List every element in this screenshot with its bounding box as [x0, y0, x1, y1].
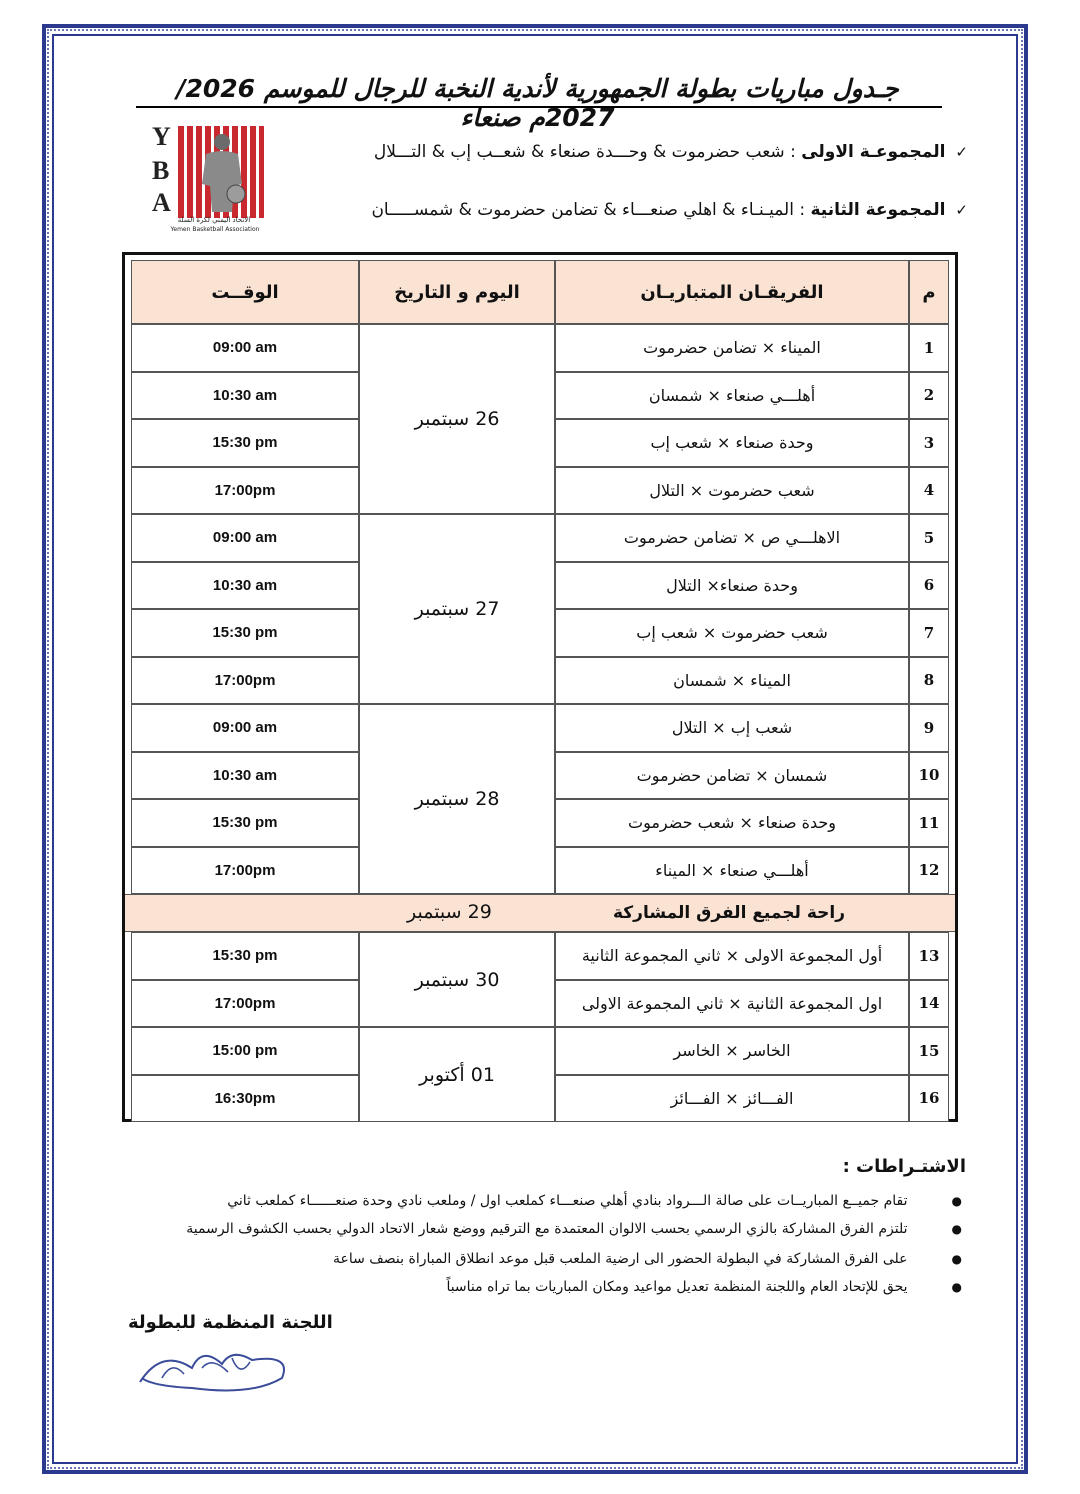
match-date: 27 سبتمبر	[359, 514, 555, 704]
match-time: 17:00pm	[131, 467, 359, 515]
row-number: 4	[909, 467, 949, 515]
match-teams: وحدة صنعاء × شعب إب	[555, 419, 909, 467]
rest-day-date: 29 سبتمبر	[407, 901, 492, 923]
condition-text: تلتزم الفرق المشاركة بالزي الرسمي بحسب الالوان المعتمدة مع الترقيم ووضع شعار الاتحاد الدولي بحسب الكشوف الرسمية	[186, 1221, 908, 1237]
row-number: 12	[909, 847, 949, 895]
row-number: 6	[909, 562, 949, 610]
row-number: 13	[909, 932, 949, 980]
row-number: 15	[909, 1027, 949, 1075]
row-number: 1	[909, 324, 949, 372]
match-time: 15:30 pm	[131, 609, 359, 657]
checkmark-icon: ✓	[955, 143, 968, 161]
match-teams: شمسان × تضامن حضرموت	[555, 752, 909, 800]
match-time: 15:30 pm	[131, 419, 359, 467]
row-number: 3	[909, 419, 949, 467]
match-time: 17:00pm	[131, 657, 359, 705]
header-teams: الفريقـان المتباريـان	[555, 260, 909, 324]
match-teams: اول المجموعة الثانية × ثاني المجموعة الاولى	[555, 980, 909, 1028]
checkmark-icon: ✓	[955, 201, 968, 219]
row-number: 10	[909, 752, 949, 800]
match-time: 09:00 am	[131, 324, 359, 372]
match-date: 30 سبتمبر	[359, 932, 555, 1027]
header-number: م	[909, 260, 949, 324]
condition-item	[186, 1221, 962, 1237]
match-time: 09:00 am	[131, 514, 359, 562]
condition-item	[446, 1279, 962, 1295]
condition-text: يحق للإتحاد العام واللجنة المنظمة تعديل مواعيد ومكان المباريات بما تراه مناسباً	[446, 1279, 908, 1295]
match-teams: أول المجموعة الاولى × ثاني المجموعة الثانية	[555, 932, 909, 980]
match-date: 28 سبتمبر	[359, 704, 555, 894]
condition-item	[333, 1251, 962, 1267]
match-time: 10:30 am	[131, 372, 359, 420]
row-number: 16	[909, 1075, 949, 1123]
group-two-line	[371, 200, 968, 220]
bullet-icon: ●	[951, 1194, 962, 1208]
logo-letter-b: B	[152, 156, 170, 185]
match-date: 01 أكتوبر	[359, 1027, 555, 1122]
group-one-name: المجموعـة الاولى	[801, 142, 946, 162]
group-two-teams: : الميـنـاء & اهلي صنعـــاء & تضامن حضرموت & شمســـــان	[371, 200, 806, 220]
conditions-title: الاشتـراطات :	[842, 1156, 966, 1177]
row-number: 8	[909, 657, 949, 705]
match-teams: شعب إب × التلال	[555, 704, 909, 752]
group-one-teams: : شعب حضرموت & وحـــدة صنعاء & شعــب إب & التـــلال	[373, 142, 796, 162]
yba-logo	[148, 122, 268, 234]
match-teams: أهلـــي صنعاء × شمسان	[555, 372, 909, 420]
match-time: 17:00pm	[131, 847, 359, 895]
match-time: 17:00pm	[131, 980, 359, 1028]
match-time: 10:30 am	[131, 562, 359, 610]
match-teams: الاهلـــي ص × تضامن حضرموت	[555, 514, 909, 562]
document-title: جـدول مباريات بطولة الجمهورية لأندية النخبة للرجال للموسم 2026/ 2027م صنعاء	[176, 74, 899, 132]
match-teams: شعب حضرموت × التلال	[555, 467, 909, 515]
match-time: 16:30pm	[131, 1075, 359, 1123]
match-teams: الفـــائز × الفـــائز	[555, 1075, 909, 1123]
title-underline	[136, 106, 942, 108]
match-time: 15:00 pm	[131, 1027, 359, 1075]
logo-english-name: Yemen Basketball Association	[170, 226, 260, 233]
match-teams: أهلـــي صنعاء × الميناء	[555, 847, 909, 895]
basketball-player-icon	[196, 132, 248, 214]
bullet-icon: ●	[951, 1252, 962, 1266]
group-two-name: المجموعة الثانية	[810, 200, 946, 220]
match-teams: شعب حضرموت × شعب إب	[555, 609, 909, 657]
row-number: 2	[909, 372, 949, 420]
match-time: 15:30 pm	[131, 932, 359, 980]
signature-image	[132, 1338, 298, 1398]
header-time: الوقــت	[131, 260, 359, 324]
schedule-table	[122, 252, 958, 1122]
match-time: 10:30 am	[131, 752, 359, 800]
row-number: 7	[909, 609, 949, 657]
logo-arabic-name: الاتحاد اليمني لكرة السلة	[177, 216, 251, 224]
match-date: 26 سبتمبر	[359, 324, 555, 514]
logo-letter-y: Y	[152, 122, 171, 151]
rest-day-row	[125, 894, 955, 932]
row-number: 11	[909, 799, 949, 847]
condition-text: على الفرق المشاركة في البطولة الحضور الى ارضية الملعب قبل موعد انطلاق المباراة بنصف ساعة	[332, 1251, 908, 1267]
match-time: 15:30 pm	[131, 799, 359, 847]
match-time: 09:00 am	[131, 704, 359, 752]
condition-text: تقام جميــع المباريــات على صالة الـــرواد بنادي أهلي صنعـــاء كملعب اول / وملعب نادي وحدة صنعــــــاء كملعب ثاني	[227, 1193, 908, 1209]
match-teams: الميناء × شمسان	[555, 657, 909, 705]
row-number: 5	[909, 514, 949, 562]
organizing-committee-label: اللجنة المنظمة للبطولة	[128, 1312, 333, 1333]
logo-letter-a: A	[152, 188, 171, 217]
match-teams: وحدة صنعاء× التلال	[555, 562, 909, 610]
condition-item	[227, 1193, 962, 1209]
header-date: اليوم و التاريخ	[359, 260, 555, 324]
row-number: 14	[909, 980, 949, 1028]
bullet-icon: ●	[951, 1280, 962, 1294]
row-number: 9	[909, 704, 949, 752]
group-one-line	[374, 142, 968, 162]
match-teams: الميناء × تضامن حضرموت	[555, 324, 909, 372]
match-teams: الخاسر × الخاسر	[555, 1027, 909, 1075]
bullet-icon: ●	[951, 1222, 962, 1236]
rest-day-text: راحة لجميع الفرق المشاركة	[612, 903, 845, 923]
match-teams: وحدة صنعاء × شعب حضرموت	[555, 799, 909, 847]
